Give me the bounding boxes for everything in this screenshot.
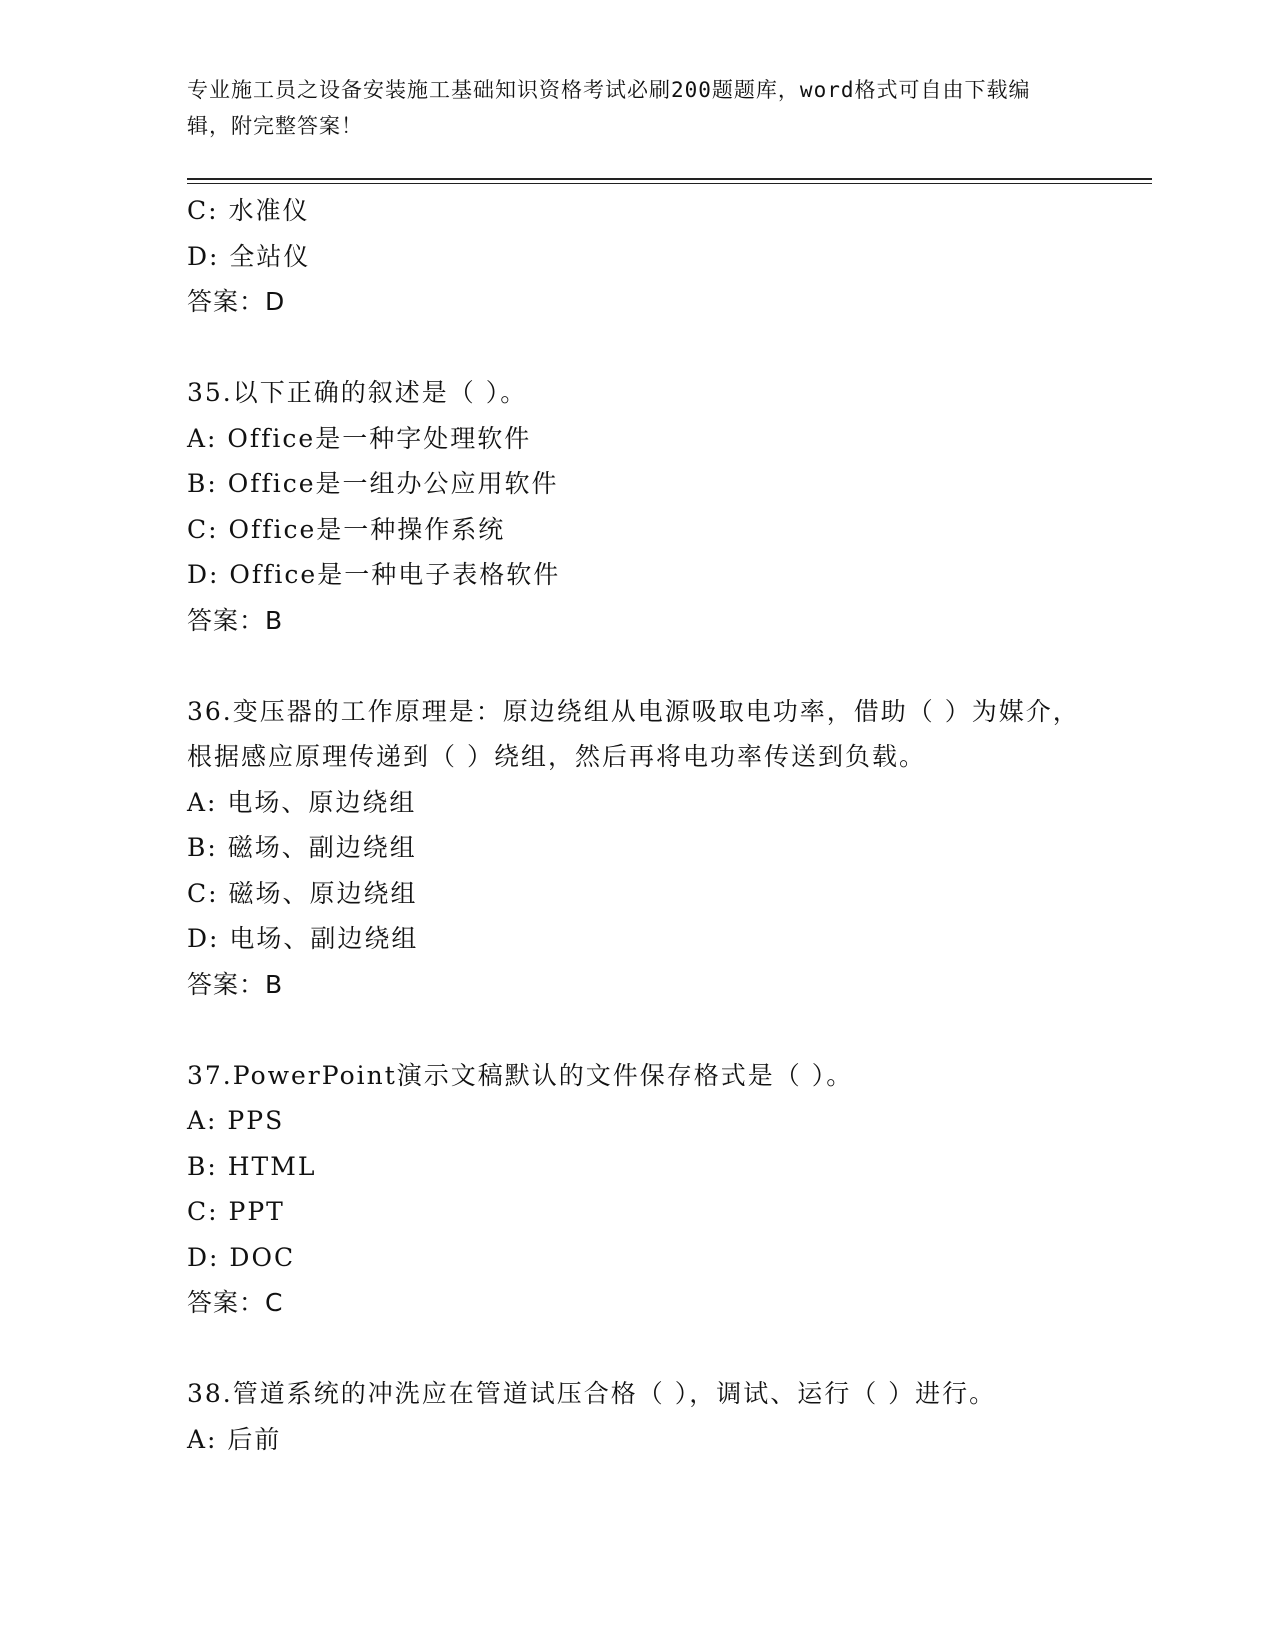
option-b: B: Office是一组办公应用软件 (187, 469, 559, 498)
page-content (187, 188, 1127, 1462)
option-c: C: Office是一种操作系统 (187, 514, 506, 544)
question-36 (187, 689, 1127, 1008)
option-b: B: HTML (187, 1151, 317, 1181)
option-c: C: PPT (187, 1197, 285, 1226)
answer-line: 答案：C (187, 1288, 284, 1317)
option-b: B: 磁场、副边绕组 (187, 833, 417, 862)
question-stem: 36.变压器的工作原理是：原边绕组从电源吸取电功率，借助（ ）为媒介，根据感应原理传递到（ ）绕组，然后再将电功率传送到负载。 (187, 696, 1080, 771)
spacer (187, 1007, 1127, 1053)
question-35 (187, 370, 1127, 643)
option-a: A: PPS (187, 1106, 285, 1135)
answer-line: 答案：B (187, 605, 284, 635)
page-header: 专业施工员之设备安装施工基础知识资格考试必刷200题题库，word格式可自由下载编辑，附完整答案！ (187, 78, 1031, 138)
option-c: C: 水准仪 (187, 196, 310, 225)
question-stem: 38.管道系统的冲洗应在管道试压合格（ ），调试、运行（ ）进行。 (187, 1379, 997, 1408)
option-a: A: Office是一种字处理软件 (187, 423, 532, 453)
option-d: D: Office是一种电子表格软件 (187, 560, 561, 589)
answer-line: 答案：D (187, 287, 286, 316)
option-c: C: 磁场、原边绕组 (187, 878, 418, 908)
spacer (187, 643, 1127, 689)
question-stem: 35.以下正确的叙述是（ ）。 (187, 378, 528, 407)
option-d: D: 电场、副边绕组 (187, 924, 419, 953)
option-a: A: 电场、原边绕组 (187, 787, 417, 817)
header-rule-thin (187, 183, 1152, 184)
question-38 (187, 1371, 1127, 1462)
question-stem: 37.PowerPoint演示文稿默认的文件保存格式是（ ）。 (187, 1060, 854, 1090)
spacer (187, 1326, 1127, 1372)
option-d: D: DOC (187, 1242, 296, 1272)
option-d: D: 全站仪 (187, 241, 311, 271)
header-rule-thick (187, 178, 1152, 180)
option-a: A: 后前 (187, 1424, 282, 1454)
question-37 (187, 1053, 1127, 1326)
answer-line: 答案：B (187, 969, 284, 999)
previous-question (187, 188, 1127, 325)
spacer (187, 325, 1127, 371)
